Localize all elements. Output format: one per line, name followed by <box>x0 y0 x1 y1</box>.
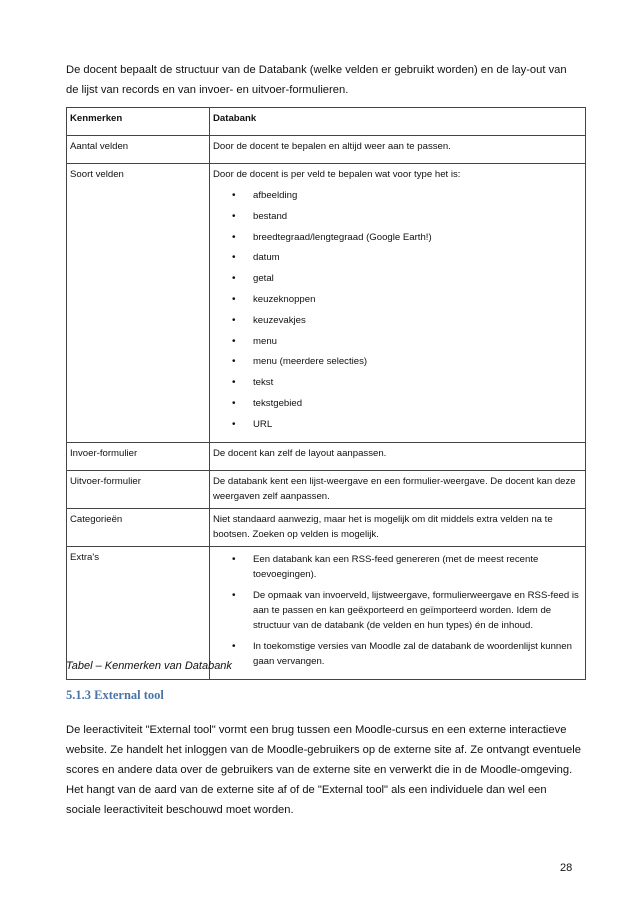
list-item <box>213 552 582 582</box>
row-value: De docent kan zelf de layout aanpassen. <box>210 442 586 470</box>
table-row <box>67 508 586 546</box>
list-item <box>213 375 582 396</box>
list-item-text: getal <box>253 273 274 285</box>
row-value-text: Door de docent is per veld te bepalen wat voor type het is: <box>213 169 461 180</box>
list-item-text: breedtegraad/lengtegraad (Google Earth!) <box>253 231 432 243</box>
list-item-text: tekstgebied <box>253 397 303 409</box>
bullet-icon: • <box>232 252 236 264</box>
list-item <box>213 313 582 334</box>
list-item <box>213 250 582 271</box>
list-item <box>213 230 582 251</box>
table-row <box>67 136 586 164</box>
bullet-icon: • <box>232 640 236 652</box>
row-value: De databank kent een lijst-weergave en een formulier-weergave. De docent kan deze weergaven zelf aanpassen. <box>210 470 586 508</box>
list-item <box>213 354 582 375</box>
row-label: Aantal velden <box>67 136 210 164</box>
row-label: Uitvoer-formulier <box>67 470 210 508</box>
bullet-icon: • <box>232 314 236 326</box>
list-item-text: De opmaak van invoerveld, lijstweergave, formulierweergave en RSS-feed is aan te passen en kan geëxporteerd en geïmporteerd worden. Idem de structuur van de databank (de velden en hun types) én de inhoud. <box>253 589 579 631</box>
row-value: Niet standaard aanwezig, maar het is mogelijk om dit middels extra velden na te bootsen. Zoeken op velden is mogelijk. <box>210 508 586 546</box>
list-item-text: Een databank kan een RSS-feed genereren (met de meest recente toevoegingen). <box>253 553 539 580</box>
row-label: Extra's <box>67 546 210 679</box>
bullet-icon: • <box>232 190 236 201</box>
bullet-icon: • <box>232 231 236 243</box>
features-table <box>66 107 586 680</box>
list-item <box>213 588 582 633</box>
list-item-text: menu (meerdere selecties) <box>253 356 368 368</box>
extras-list <box>213 552 582 669</box>
bullet-icon: • <box>232 397 236 409</box>
header-cell-kenmerken: Kenmerken <box>67 108 210 136</box>
bullet-icon: • <box>232 377 236 389</box>
section-heading: 5.1.3 External tool <box>66 688 164 702</box>
bullet-icon: • <box>232 273 236 285</box>
bullet-icon: • <box>232 293 236 305</box>
list-item <box>213 396 582 417</box>
bullet-icon: • <box>232 210 236 222</box>
body-paragraph: De leeractiviteit "External tool" vormt een brug tussen een Moodle-cursus en een externe interactieve website. Ze handelt het inloggen van de Moodle-gebruikers op de externe site af. Ze ontvangt eventuele scores en andere data over de gebruikers van de externe site en verwerkt die in de Moodle-omgeving. Het hangt van de aard van de externe site af of de "External tool" als een individuele dan wel een sociale leeractiviteit beschouwd moet worden. <box>66 724 581 816</box>
table-caption: Tabel – Kenmerken van Databank <box>66 660 232 672</box>
row-value <box>210 546 586 679</box>
list-item <box>213 188 582 209</box>
list-item <box>213 292 582 313</box>
list-item <box>213 271 582 292</box>
page-number: 28 <box>560 862 573 874</box>
list-item-text: tekst <box>253 377 274 389</box>
list-item <box>213 209 582 230</box>
intro-paragraph: De docent bepaalt de structuur van de Databank (welke velden er gebruikt worden) en de lay-out van de lijst van records en van invoer- en uitvoer-formulieren. <box>66 64 567 96</box>
list-item-text: datum <box>253 252 280 264</box>
field-type-list <box>213 188 582 438</box>
list-item-text: keuzeknoppen <box>253 293 316 305</box>
list-item-text: menu <box>253 335 277 347</box>
table-row <box>67 164 586 443</box>
row-value: Door de docent te bepalen en altijd weer aan te passen. <box>210 136 586 164</box>
header-cell-databank: Databank <box>210 108 586 136</box>
bullet-icon: • <box>232 589 236 601</box>
list-item <box>213 639 582 669</box>
table-row <box>67 470 586 508</box>
row-label: Invoer-formulier <box>67 442 210 470</box>
row-label: Soort velden <box>67 164 210 443</box>
bullet-icon: • <box>232 418 236 430</box>
bullet-icon: • <box>232 553 236 565</box>
table-row <box>67 442 586 470</box>
row-label: Categorieën <box>67 508 210 546</box>
list-item-text: keuzevakjes <box>253 314 306 326</box>
bullet-icon: • <box>232 335 236 347</box>
list-item-text: URL <box>253 418 273 430</box>
list-item-text: afbeelding <box>253 190 298 201</box>
list-item-text: In toekomstige versies van Moodle zal de databank de woordenlijst kunnen gaan vervangen. <box>253 640 572 667</box>
bullet-icon: • <box>232 356 236 368</box>
table-header-row <box>67 108 586 136</box>
list-item-text: bestand <box>253 210 288 222</box>
list-item <box>213 334 582 355</box>
row-value <box>210 164 586 443</box>
list-item <box>213 417 582 438</box>
